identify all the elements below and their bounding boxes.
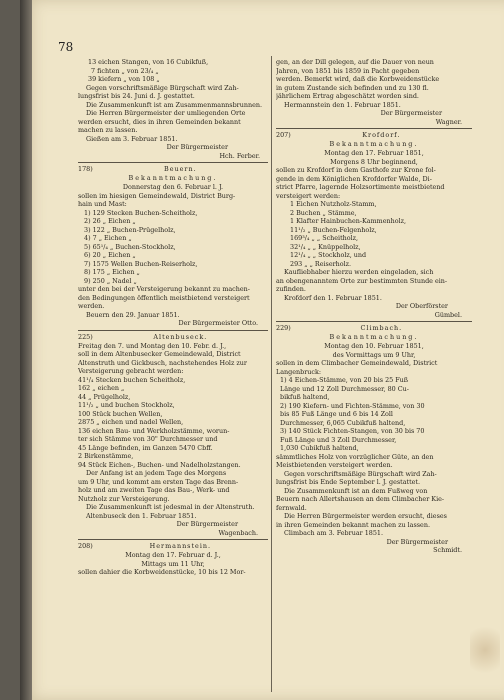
text-line: holz und am zweiten Tage das Bau-, Werk- und <box>78 486 230 494</box>
ad-place: Beuern. <box>164 165 197 173</box>
signature-name: Schmidt. <box>433 546 462 554</box>
text-line: sollen im hiesigen Gemeindewald, District Burg- <box>78 191 236 200</box>
text-line: gende in dem Königlichen Krofdorfer Walde, Di- <box>276 174 432 183</box>
text-line: strict Pfarre, lagernde Holzsortimente meistbietend <box>276 183 445 191</box>
text-line: Die Herren Bürgermeister der umliegenden Orte <box>86 109 246 117</box>
text-line: versteigert werden: <box>276 191 341 200</box>
text-line: den Bedingungen öffentlich meistbietend versteigert <box>78 293 250 302</box>
text-line: soll in dem Altenbusecker Gemeindewald, District <box>78 350 241 358</box>
text-line: fernwald. <box>276 503 307 512</box>
list-item: 136 eichen Bau- und Werkholzstämme, worun- <box>78 426 230 435</box>
signature-line: Der Bürgermeister <box>380 109 442 117</box>
list-item: Länge und 12 Zoll Durchmesser, 80 Cu- <box>280 384 409 393</box>
text-line: Beuern nach Allertshausen an dem Climbacher Kie- <box>276 495 445 503</box>
ad-225 <box>78 333 268 538</box>
text-line: sämmtliches Holz von vorzüglicher Güte, an den <box>276 452 434 461</box>
text-line: Versteigerung gebracht werden: <box>78 367 184 375</box>
text-line: werden ersucht, dies in ihren Gemeinden bekannt <box>78 117 241 126</box>
text-line: Montag den 17. Februar d. J., <box>125 551 221 559</box>
text-line: in gutem Zustande sich befinden und zu 130 fl. <box>276 83 429 92</box>
date-line: Hermannstein den 1. Februar 1851. <box>284 100 401 109</box>
text-line: jährlichem Ertrag abgeschätzt worden sind. <box>276 92 419 100</box>
ad-separator <box>78 330 268 331</box>
list-item: 169³/₄ „ „ Scheitholz, <box>290 234 359 242</box>
date-line: Altenbuseck den 1. Februar 1851. <box>86 511 197 520</box>
ad-header <box>78 165 268 174</box>
text-line: zufinden. <box>276 285 306 293</box>
ad-separator <box>78 162 268 163</box>
page-binding-edge <box>20 0 32 700</box>
list-item: 1) 129 Stecken Buchen-Scheitholz, <box>84 208 198 217</box>
newspaper-page <box>20 0 504 700</box>
list-item: 1) 4 Eichen-Stämme, von 20 bis 25 Fuß <box>280 376 409 384</box>
list-item: 12¹/₄ „ „ Stockholz, und <box>290 251 367 259</box>
text-line: Die Zusammenkunft ist am Zusammenmannsbrunnen. <box>86 100 263 109</box>
text-line: machen zu lassen. <box>78 126 138 134</box>
signature-line: Der Bürgermeister <box>166 143 228 151</box>
ad-separator <box>276 128 472 129</box>
signature-name: Wagner. <box>435 117 462 126</box>
ad-heading: Bekanntmachung. <box>128 174 218 182</box>
signature-line: Der Bürgermeister Otto. <box>178 319 258 327</box>
ad-header <box>78 542 268 551</box>
list-item: 3) 122 „ Buchen-Prügelholz, <box>84 225 176 234</box>
text-line: sollen dahier die Korbweidenstücke, 10 bis 12 Mor- <box>78 568 246 576</box>
list-item: 3) 140 Stück Fichten-Stangen, von 30 bis 70 <box>280 427 425 435</box>
list-item: 4) 7 „ Eichen „ <box>84 234 132 242</box>
ad-separator <box>276 321 472 322</box>
ad-number: 225) <box>78 332 93 341</box>
ad-208 <box>78 542 268 577</box>
ad-207 <box>276 131 472 319</box>
text-line: lungsfrist bis 24. Juni d. J. gestattet. <box>78 92 195 100</box>
continuation-block <box>78 58 268 160</box>
list-item: 6) 20 „ Eichen „ <box>84 251 136 259</box>
text-line: hain und Mast: <box>78 200 127 208</box>
text-line: Mittags um 11 Uhr, <box>141 559 205 568</box>
text-line: Freitag den 7. und Montag den 10. Febr. d. J., <box>78 341 227 350</box>
text-line: 39 kiefern „ von 108 „ <box>88 75 160 83</box>
ad-header <box>276 324 472 333</box>
list-item: 11¹/₂ „ und buchen Stockholz, <box>78 401 175 409</box>
ad-place: Hermannstein. <box>149 542 212 550</box>
text-line: Kaufliebhaber hierzu werden eingeladen, sich <box>284 268 434 276</box>
text-line: Donnerstag den 6. Februar l. J. <box>122 183 224 191</box>
ad-number: 178) <box>78 165 93 173</box>
signature-name: Gümbel. <box>434 310 462 319</box>
ad-number: 207) <box>276 131 291 139</box>
text-line: Nutzholz zur Versteigerung. <box>78 494 170 503</box>
text-line: 7 fichten „ von 23/₄ „ <box>91 66 159 75</box>
signature-line: Der Bürgermeister <box>176 520 238 528</box>
list-item: 162 „ eichen „ <box>78 384 125 392</box>
list-item: Fuß Länge und 3 Zoll Durchmesser, <box>280 435 397 444</box>
text-line: an obengenanntem Orte zur bestimmten Stunde ein- <box>276 276 448 285</box>
left-column <box>78 58 268 577</box>
text-line: Altenstruth und Gickbusch, nachstehendes Holz zur <box>78 358 247 367</box>
text-line: Gegen vorschriftsmäßige Bürgschaft wird Zah- <box>284 469 437 478</box>
text-line: Gießen am 3. Februar 1851. <box>86 134 178 143</box>
list-item: 11¹/₂ „ Buchen-Felgenholz, <box>290 225 377 234</box>
list-item: 2875 „ eichen und nadel Wellen, <box>78 418 184 426</box>
date-line: Beuern den 29. Januar 1851. <box>86 310 180 319</box>
text-line: Meistbietenden versteigert werden. <box>276 461 393 469</box>
text-line: Langenbruck: <box>276 367 322 376</box>
list-item: 8) 175 „ Eichen „ <box>84 268 140 276</box>
text-line: werden. <box>78 302 105 310</box>
text-line: Die Zusammenkunft ist an dem Fußweg von <box>284 486 428 495</box>
signature-line: Der Bürgermeister <box>386 537 448 546</box>
ad-place: Climbach. <box>360 324 403 332</box>
list-item: 1 Klafter Hainbuchen-Kammenholz, <box>290 217 407 225</box>
continuation-block <box>276 58 472 126</box>
list-item: 2 Birkenstämme, <box>78 452 134 460</box>
text-line: lungsfrist bis Ende September l. J. gestattet. <box>276 478 421 486</box>
ad-separator <box>78 539 268 540</box>
list-item: bis 85 Fuß Länge und 6 bis 14 Zoll <box>280 410 393 418</box>
ad-header <box>276 131 472 140</box>
signature-name: Hch. Ferber. <box>219 151 260 160</box>
text-line: sollen in dem Climbacher Gemeindewald, District <box>276 359 438 367</box>
right-column <box>276 58 472 555</box>
text-line: Gegen vorschriftsmäßige Bürgschaft wird Zah- <box>86 83 239 92</box>
text-line: sollen zu Krofdorf in dem Gasthofe zur Krone fol- <box>276 166 436 174</box>
list-item: 2 Buchen „ Stämme, <box>290 208 357 217</box>
list-item: 41¹/₄ Stecken buchen Scheitholz, <box>78 375 186 384</box>
text-line: Die Zusammenkunft ist jedesmal in der Altenstruth. <box>86 503 255 511</box>
list-item: 32¹/₄ „ „ Knüppelholz, <box>290 242 361 251</box>
text-line: Montag den 10. Februar 1851, <box>324 342 424 350</box>
text-line: des Vormittags um 9 Uhr, <box>332 350 416 359</box>
list-item: Durchmesser, 6,065 Cubikfuß haltend, <box>280 418 406 427</box>
list-item: 5) 65¹/₄ „ Buchen-Stockholz, <box>84 242 176 251</box>
signature-line: Der Oberförster <box>395 302 448 310</box>
list-item: ter sich Stämme von 30" Durchmesser und <box>78 435 218 443</box>
signature-name: Wagenbach. <box>218 528 258 537</box>
list-item: 9) 250 „ Nadel „ <box>84 276 137 285</box>
list-item: 44 „ Prügelholz, <box>78 392 131 401</box>
date-line: Climbach am 3. Februar 1851. <box>284 529 384 537</box>
list-item: 1 Eichen Nutzholz-Stamm, <box>290 200 377 208</box>
text-line: Morgens 8 Uhr beginnend, <box>330 157 418 166</box>
text-line: Die Herren Bürgermeister werden ersucht, dieses <box>284 512 447 520</box>
ad-229 <box>276 324 472 555</box>
ad-number: 229) <box>276 324 291 332</box>
list-item: 1,030 Cubikfuß haltend, <box>280 444 359 452</box>
text-line: in ihren Gemeinden bekannt machen zu lassen. <box>276 520 430 529</box>
list-item: bikfuß haltend, <box>280 393 330 401</box>
text-line: werden. Bemerkt wird, daß die Korbweidenstücke <box>276 75 440 83</box>
ad-header <box>78 333 268 342</box>
list-item: 2) 26 „ Eichen „ <box>84 217 136 225</box>
ad-178 <box>78 165 268 328</box>
ad-place: Altenbuseck. <box>153 332 208 341</box>
text-line: unter den bei der Versteigerung bekannt zu machen- <box>78 285 250 293</box>
ad-place: Krofdorf. <box>362 131 401 139</box>
list-item: 293 „ „ Reiserholz. <box>290 259 352 268</box>
date-line: Krofdorf den 1. Februar 1851. <box>284 293 382 302</box>
list-item: 45 Länge befinden, im Ganzen 5470 Cbff. <box>78 443 213 452</box>
paper-stain <box>470 620 500 680</box>
text-line: Der Anfang ist an jedem Tage des Morgens <box>86 469 227 477</box>
column-divider <box>271 56 272 692</box>
list-item: 7) 1575 Wellen Buchen-Reiserholz, <box>84 259 198 268</box>
text-line: 13 eichen Stangen, von 16 Cubikfuß, <box>88 58 209 66</box>
text-line: Jahren, von 1851 bis 1859 in Pacht gegeben <box>276 66 420 75</box>
ad-number: 208) <box>78 542 93 550</box>
ad-heading: Bekanntmachung. <box>329 140 419 148</box>
page-number: 78 <box>58 40 74 54</box>
list-item: 2) 190 Kiefern- und Fichten-Stämme, von 30 <box>280 401 425 410</box>
text-line: gen, an der Dill gelegen, auf die Dauer von neun <box>276 58 434 66</box>
ad-heading: Bekanntmachung. <box>329 333 419 341</box>
list-item: 100 Stück buchen Wellen, <box>78 409 163 418</box>
list-item: 94 Stück Eichen-, Buchen- und Nadelholzstangen. <box>78 460 241 469</box>
text-line: um 9 Uhr, und kommt am ersten Tage das Brenn- <box>78 477 239 486</box>
text-line: Montag den 17. Februar 1851, <box>324 149 424 157</box>
